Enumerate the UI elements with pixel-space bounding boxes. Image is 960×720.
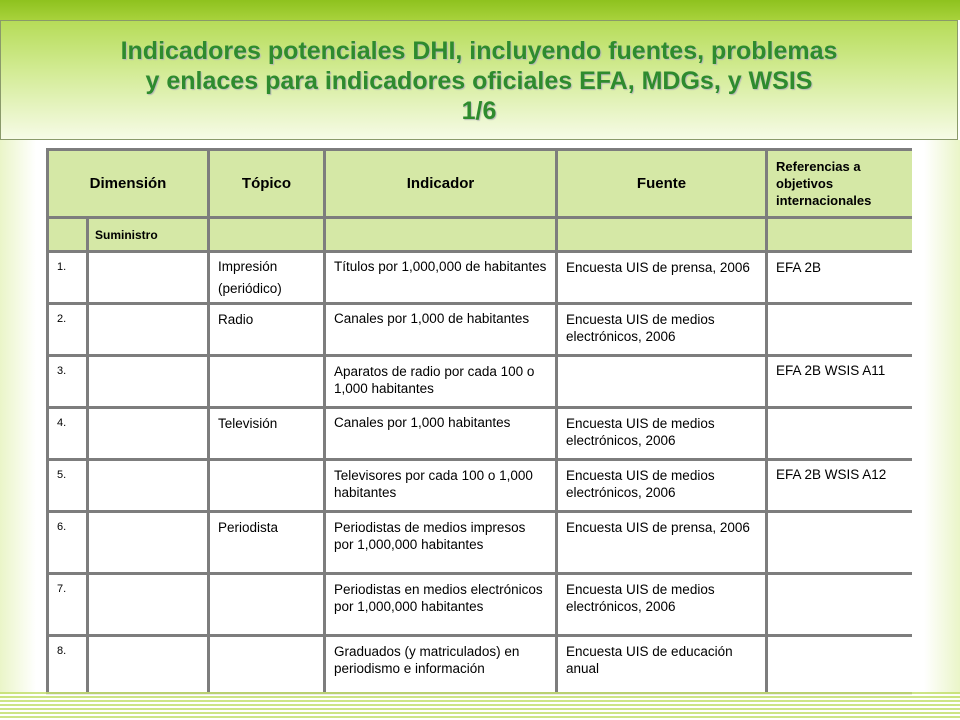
- header-row: [48, 150, 913, 218]
- row-references-cell: [767, 408, 913, 460]
- row-indicator-cell: [325, 460, 557, 512]
- row-topic-cell: [209, 636, 325, 694]
- row-dimension-cell: [88, 252, 209, 304]
- row-topic-cell: [209, 304, 325, 356]
- row-number: 5.: [57, 469, 67, 481]
- header-source: Fuente: [557, 150, 767, 218]
- row-indicator: Títulos por 1,000,000 de habitantes: [334, 259, 547, 274]
- row-number-cell: [48, 574, 88, 636]
- row-topic: Radio: [218, 312, 254, 327]
- row-number-cell: [48, 636, 88, 694]
- row-topic: [210, 637, 323, 643]
- row-number: 2.: [57, 313, 67, 325]
- subheader-cell-empty: [325, 218, 557, 252]
- row-source-cell: [557, 304, 767, 356]
- table-row: [48, 460, 913, 512]
- row-references: [768, 637, 912, 643]
- row-dimension-cell: [88, 574, 209, 636]
- table-row: [48, 636, 913, 694]
- row-topic-cell: [209, 574, 325, 636]
- row-indicator: Televisores por cada 100 o 1,000 habitantes: [334, 468, 533, 500]
- row-references-cell: [767, 512, 913, 574]
- row-references-cell: [767, 356, 913, 408]
- row-topic-cell: [209, 356, 325, 408]
- row-indicator: Canales por 1,000 habitantes: [334, 415, 511, 430]
- row-indicator-cell: [325, 356, 557, 408]
- row-number-cell: [48, 356, 88, 408]
- row-references-cell: [767, 252, 913, 304]
- title-banner: [0, 20, 958, 140]
- row-number-cell: [48, 252, 88, 304]
- subheader-cell-empty: [48, 218, 88, 252]
- row-indicator-cell: [325, 304, 557, 356]
- row-references: [768, 513, 912, 519]
- row-number-cell: [48, 304, 88, 356]
- row-references-cell: [767, 574, 913, 636]
- row-references-cell: [767, 460, 913, 512]
- row-source-cell: [557, 574, 767, 636]
- title-line-2: y enlaces para indicadores oficiales EFA, MDGs, y WSIS: [145, 67, 813, 95]
- row-number: 3.: [57, 365, 67, 377]
- row-references: [768, 575, 912, 581]
- row-source: Encuesta UIS de medios electrónicos, 2006: [566, 582, 715, 614]
- row-source: Encuesta UIS de prensa, 2006: [566, 260, 750, 275]
- row-topic-cell: [209, 512, 325, 574]
- row-dimension-cell: [88, 512, 209, 574]
- row-references: [768, 409, 912, 415]
- row-references: EFA 2B WSIS A12: [776, 467, 887, 482]
- row-topic-cell: [209, 460, 325, 512]
- row-topic: Impresión (periódico): [218, 259, 282, 296]
- row-references-cell: [767, 636, 913, 694]
- row-indicator-cell: [325, 574, 557, 636]
- row-source-cell: [557, 356, 767, 408]
- row-source: Encuesta UIS de prensa, 2006: [566, 520, 750, 535]
- row-topic: Periodista: [218, 520, 279, 535]
- row-references-cell: [767, 304, 913, 356]
- title-line-1: Indicadores potenciales DHI, incluyendo fuentes, problemas: [120, 37, 838, 65]
- subheader-cell-empty: [209, 218, 325, 252]
- row-number: 8.: [57, 645, 67, 657]
- row-references: EFA 2B: [776, 260, 822, 275]
- row-number: 1.: [57, 261, 67, 273]
- row-dimension-cell: [88, 460, 209, 512]
- row-indicator: Canales por 1,000 de habitantes: [334, 311, 530, 326]
- indicators-table: [46, 148, 912, 695]
- row-indicator: Periodistas de medios impresos por 1,000,000 habitantes: [334, 520, 526, 552]
- header-indicator: Indicador: [325, 150, 557, 218]
- table-row: [48, 574, 913, 636]
- subheader-row: [48, 218, 913, 252]
- left-gradient-margin: [0, 140, 36, 700]
- row-references: EFA 2B WSIS A11: [776, 363, 886, 378]
- row-dimension-cell: [88, 356, 209, 408]
- row-indicator-cell: [325, 636, 557, 694]
- row-topic: Televisión: [218, 416, 278, 431]
- row-source-cell: [557, 408, 767, 460]
- row-topic: [210, 461, 323, 467]
- row-source-cell: [557, 460, 767, 512]
- header-references: Referencias a objetivos internacionales: [767, 150, 913, 218]
- row-dimension-cell: [88, 408, 209, 460]
- subheader-label: Suministro: [88, 218, 209, 252]
- row-topic-cell: [209, 408, 325, 460]
- row-topic: [210, 575, 323, 581]
- row-dimension-cell: [88, 304, 209, 356]
- row-indicator: Aparatos de radio por cada 100 o 1,000 habitantes: [334, 364, 535, 396]
- subheader-cell-empty: [767, 218, 913, 252]
- table-row: [48, 408, 913, 460]
- row-number: 4.: [57, 417, 67, 429]
- row-indicator-cell: [325, 252, 557, 304]
- row-number-cell: [48, 512, 88, 574]
- row-number: 6.: [57, 521, 67, 533]
- row-number-cell: [48, 408, 88, 460]
- table-row: [48, 512, 913, 574]
- row-indicator-cell: [325, 512, 557, 574]
- indicators-table-container: [46, 148, 912, 710]
- row-indicator: Graduados (y matriculados) en periodismo e información: [334, 644, 520, 676]
- table-row: [48, 356, 913, 408]
- table-row: [48, 252, 913, 304]
- row-source-cell: [557, 512, 767, 574]
- row-source-cell: [557, 636, 767, 694]
- right-gradient-margin: [924, 140, 960, 700]
- row-source: Encuesta UIS de educación anual: [566, 644, 733, 676]
- subheader-cell-empty: [557, 218, 767, 252]
- row-indicator: Periodistas en medios electrónicos por 1,000,000 habitantes: [334, 582, 543, 614]
- row-source: Encuesta UIS de medios electrónicos, 2006: [566, 416, 715, 448]
- row-source: Encuesta UIS de medios electrónicos, 2006: [566, 468, 715, 500]
- row-number-cell: [48, 460, 88, 512]
- row-indicator-cell: [325, 408, 557, 460]
- row-topic: [210, 357, 323, 363]
- top-accent-band: [0, 0, 960, 20]
- row-source-cell: [557, 252, 767, 304]
- row-number: 7.: [57, 583, 67, 595]
- row-references: [768, 305, 912, 311]
- row-source: [558, 357, 765, 363]
- row-source: Encuesta UIS de medios electrónicos, 2006: [566, 312, 715, 344]
- page-title: [121, 34, 838, 126]
- header-topic: Tópico: [209, 150, 325, 218]
- row-topic-cell: [209, 252, 325, 304]
- header-dimension: Dimensión: [48, 150, 209, 218]
- table-row: [48, 304, 913, 356]
- row-dimension-cell: [88, 636, 209, 694]
- title-line-3: 1/6: [461, 97, 497, 125]
